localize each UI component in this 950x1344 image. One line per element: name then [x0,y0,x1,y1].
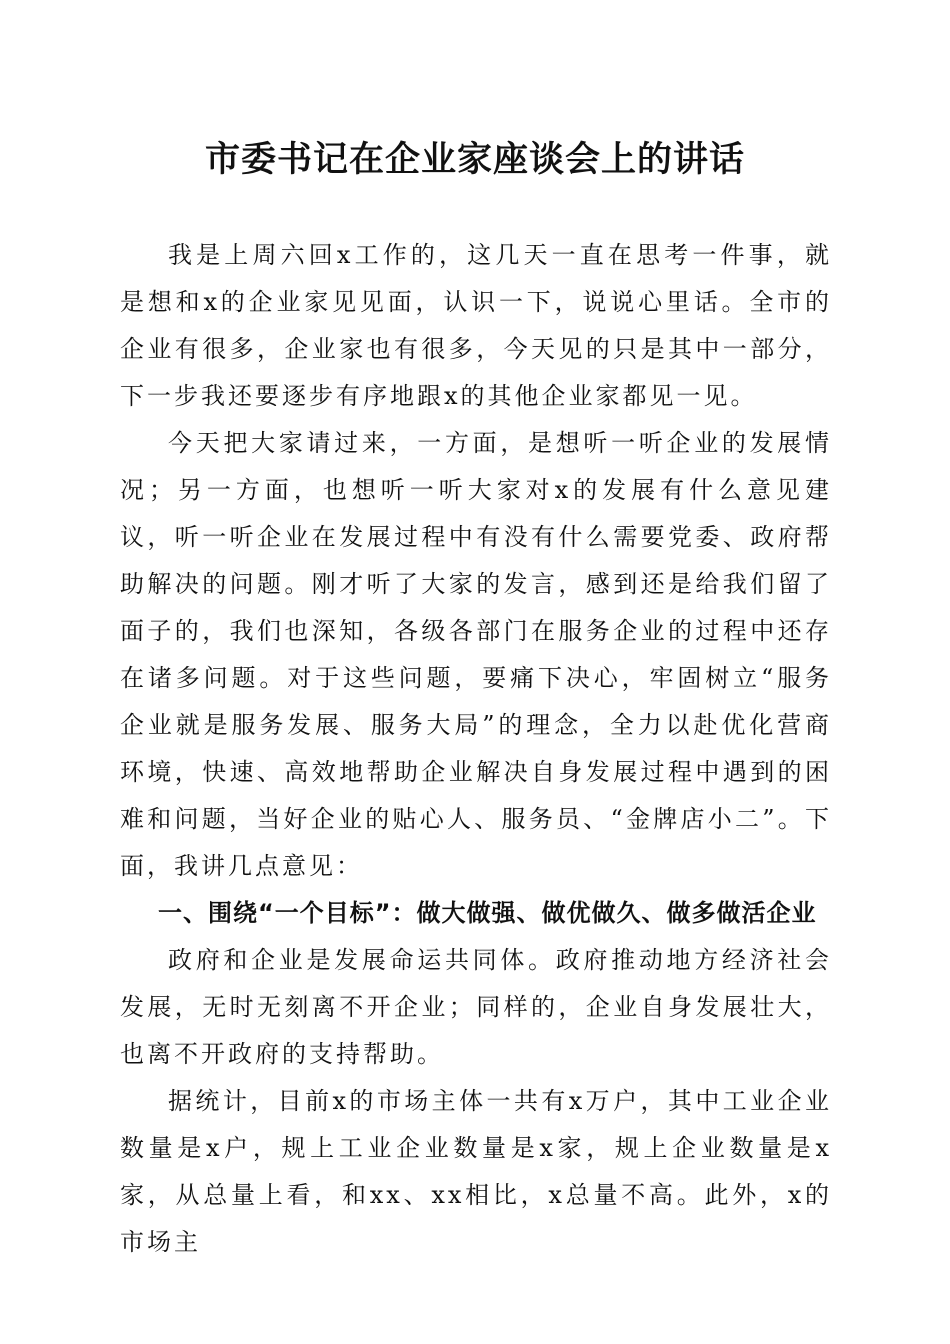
section-heading-1: 一、围绕“一个目标”：做大做强、做优做久、做多做活企业 [158,899,817,927]
paragraph-statistics: 据统计，目前x的市场主体一共有x万户，其中工业企业数量是x户，规上工业企业数量是x家，规上企业数量是x家，从总量上看，和xx、xx相比，x总量不高。此外，x的市场主 [120,1087,832,1256]
paragraph-government-enterprise: 政府和企业是发展命运共同体。政府推动地方经济社会发展，无时无刻离不开企业；同样的，企业自身发展壮大，也离不开政府的支持帮助。 [120,946,832,1068]
paragraph-intro: 我是上周六回x工作的，这几天一直在思考一件事，就是想和x的企业家见见面，认识一下，说说心里话。全市的企业有很多，企业家也有很多，今天见的只是其中一部分，下一步我还要逐步有序地跟x的其他企业家都见一见。 [120,241,832,410]
paragraph-purpose: 今天把大家请过来，一方面，是想听一听企业的发展情况；另一方面，也想听一听大家对x的发展有什么意见建议，听一听企业在发展过程中有没有什么需要党委、政府帮助解决的问题。刚才听了大家的发言，感到还是给我们留了面子的，我们也深知，各级各部门在服务企业的过程中还存在诸多问题。对于这些问题，要痛下决心，牢固树立“服务企业就是服务发展、服务大局”的理念，全力以赴优化营商环境，快速、高效地帮助企业解决自身发展过程中遇到的困难和问题，当好企业的贴心人、服务员、“金牌店小二”。下面，我讲几点意见： [120,429,832,880]
document-title: 市委书记在企业家座谈会上的讲话 [204,139,745,180]
document-body [120,232,832,1266]
